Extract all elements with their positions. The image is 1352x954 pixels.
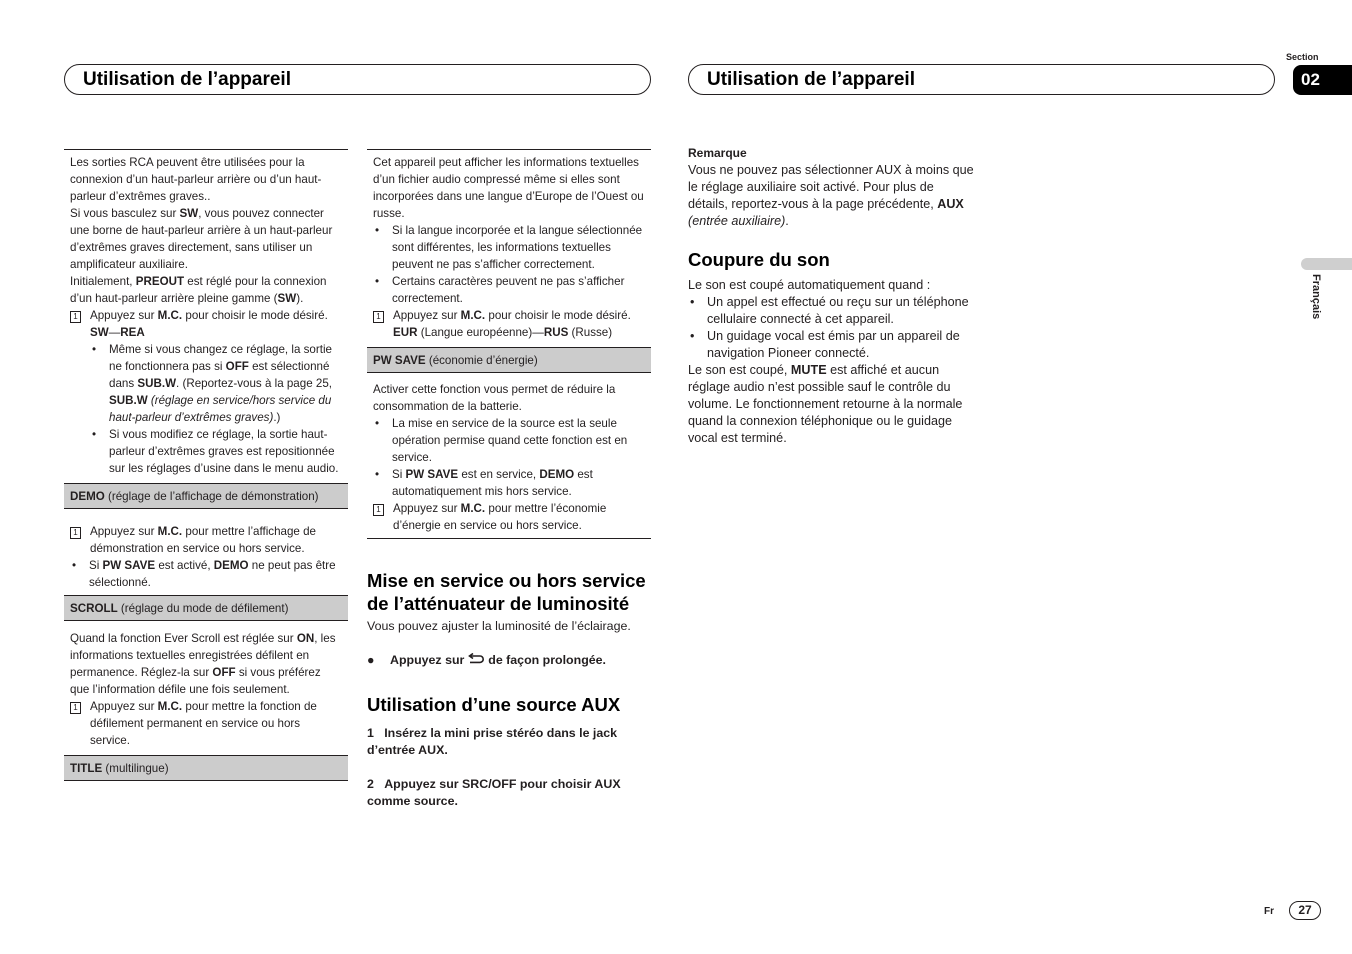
mute-condition-2: • Un guidage vocal est émis par un appareil de navigation Pioneer connecté. bbox=[690, 329, 960, 360]
mute-intro: Le son est coupé automatiquement quand : bbox=[688, 278, 931, 292]
bullet-dot: ● bbox=[367, 653, 375, 667]
aux-section bbox=[367, 693, 651, 810]
rca-note-2: • Si vous modifiez ce réglage, la sortie haut-parleur d’extrêmes graves est repositionnée sur les réglages d’usine dans le menu audio. bbox=[92, 428, 339, 475]
demo-section bbox=[64, 509, 348, 595]
aux-remark bbox=[688, 145, 974, 230]
language-tab-label: Français bbox=[1310, 274, 1322, 320]
rca-note-1: • Même si vous changez ce réglage, la sortie ne fonctionnera pas si OFF est sélectionné dans SUB.W. (Reportez-vous à la page 25, SUB.W (réglage en service/hors service du haut-parleur d’extrêmes graves).) bbox=[92, 343, 332, 424]
pw-save-note-2: • Si PW SAVE est en service, DEMO est automatiquement mis hors service. bbox=[375, 468, 593, 498]
column-2 bbox=[367, 149, 651, 810]
dimmer-heading: Mise en service ou hors service de l’atténuateur de luminosité bbox=[367, 570, 646, 614]
right-header bbox=[688, 64, 1275, 95]
mute-condition-1: • Un appel est effectué ou reçu sur un téléphone cellulaire connecté à cet appareil. bbox=[690, 295, 969, 326]
title-note-2: • Certains caractères peuvent ne pas s’afficher correctement. bbox=[375, 275, 625, 305]
remark-title: Remarque bbox=[688, 146, 747, 160]
rca-intro: Les sorties RCA peuvent être utilisées pour la connexion d’un haut-parleur arrière ou d’un haut-parleur d’extrêmes graves.. bbox=[70, 156, 322, 203]
scroll-section bbox=[64, 621, 348, 753]
demo-setting-bar: DEMO (réglage de l’affichage de démonstration) bbox=[64, 483, 348, 509]
title-setting-bar: TITLE (multilingue) bbox=[64, 755, 348, 781]
column-1 bbox=[64, 149, 348, 781]
left-header bbox=[64, 64, 651, 95]
scroll-paragraph: Quand la fonction Ever Scroll est réglée sur ON, les informations textuelles enregistrées défilent en permanence. Réglez-la sur OFF si vous préférez que l’information défile une fois seulement. bbox=[70, 632, 336, 696]
footer-language: Fr bbox=[1264, 906, 1274, 917]
column-3 bbox=[688, 145, 974, 447]
title-language-intro: Cet appareil peut afficher les informations textuelles d’un fichier audio compressé même si elles sont incorporées dans une langue d’Europe de l’Ouest ou russe. bbox=[373, 156, 644, 220]
section-label: Section bbox=[1286, 52, 1319, 62]
aux-step-1: 1 Insérez la mini prise stéréo dans le jack d’entrée AUX. bbox=[367, 726, 618, 757]
mute-heading: Coupure du son bbox=[688, 249, 830, 270]
rca-output-section bbox=[64, 149, 348, 480]
title-note-1: • Si la langue incorporée et la langue sélectionnée sont différentes, les informations textuelles peuvent ne pas s’afficher correctement. bbox=[375, 224, 643, 271]
dimmer-instruction: ● Appuyez sur de façon prolongée. bbox=[367, 653, 606, 667]
title-language-section bbox=[367, 149, 651, 344]
dimmer-paragraph: Vous pouvez ajuster la luminosité de l’éclairage. bbox=[367, 619, 631, 633]
scroll-step-1: 1 Appuyez sur M.C. pour mettre la fonction de défilement permanent en service ou hors service. bbox=[70, 698, 342, 749]
demo-step-1: 1 Appuyez sur M.C. pour mettre l’affichage de démonstration en service ou hors service. bbox=[70, 523, 342, 557]
sw-paragraph: Si vous basculez sur SW, vous pouvez connecter une borne de haut-parleur arrière à un haut-parleur d’extrêmes graves directement, sans utiliser un amplificateur auxiliaire. bbox=[70, 207, 333, 271]
language-tab-marker bbox=[1301, 258, 1352, 270]
pw-save-note-1: • La mise en service de la source est la seule opération permise quand cette fonction est en service. bbox=[375, 417, 628, 464]
mute-paragraph: Le son est coupé, MUTE est affiché et aucun réglage audio n’est possible sauf le contrôle du volume. Le fonctionnement retourne à la normale quand la connexion téléphonique ou le guidage vocal est terminé. bbox=[688, 363, 963, 445]
right-header-title: Utilisation de l’appareil bbox=[707, 68, 915, 90]
section-number-badge: 02 bbox=[1293, 65, 1352, 95]
pw-save-step-1: 1 Appuyez sur M.C. pour mettre l’économie d’énergie en service ou hors service. bbox=[373, 500, 645, 534]
pw-save-section bbox=[367, 373, 651, 539]
aux-step-2: 2 Appuyez sur SRC/OFF pour choisir AUX comme source. bbox=[367, 777, 621, 808]
back-arrow-icon bbox=[468, 653, 485, 665]
remark-text: Vous ne pouvez pas sélectionner AUX à moins que le réglage auxiliaire soit activé. Pour plus de détails, reportez-vous à la page précédente, AUX (entrée auxiliaire). bbox=[688, 163, 974, 228]
rca-step-1: 1 Appuyez sur M.C. pour choisir le mode désiré. SW—REA bbox=[70, 307, 342, 341]
aux-heading: Utilisation d’une source AUX bbox=[367, 694, 621, 715]
page-number: 27 bbox=[1289, 901, 1321, 920]
mute-section bbox=[688, 248, 974, 447]
scroll-setting-bar: SCROLL (réglage du mode de défilement) bbox=[64, 595, 348, 621]
preout-paragraph: Initialement, PREOUT est réglé pour la connexion d’un haut-parleur arrière pleine gamme (SW). bbox=[70, 275, 327, 305]
left-header-title: Utilisation de l’appareil bbox=[83, 68, 291, 90]
dimmer-section bbox=[367, 569, 651, 669]
pw-save-paragraph: Activer cette fonction vous permet de réduire la consommation de la batterie. bbox=[373, 383, 616, 413]
pw-save-setting-bar: PW SAVE (économie d’énergie) bbox=[367, 347, 651, 373]
title-step-1: 1 Appuyez sur M.C. pour choisir le mode désiré. EUR (Langue européenne)—RUS (Russe) bbox=[373, 307, 645, 341]
demo-note: • Si PW SAVE est activé, DEMO ne peut pas être sélectionné. bbox=[72, 559, 336, 589]
